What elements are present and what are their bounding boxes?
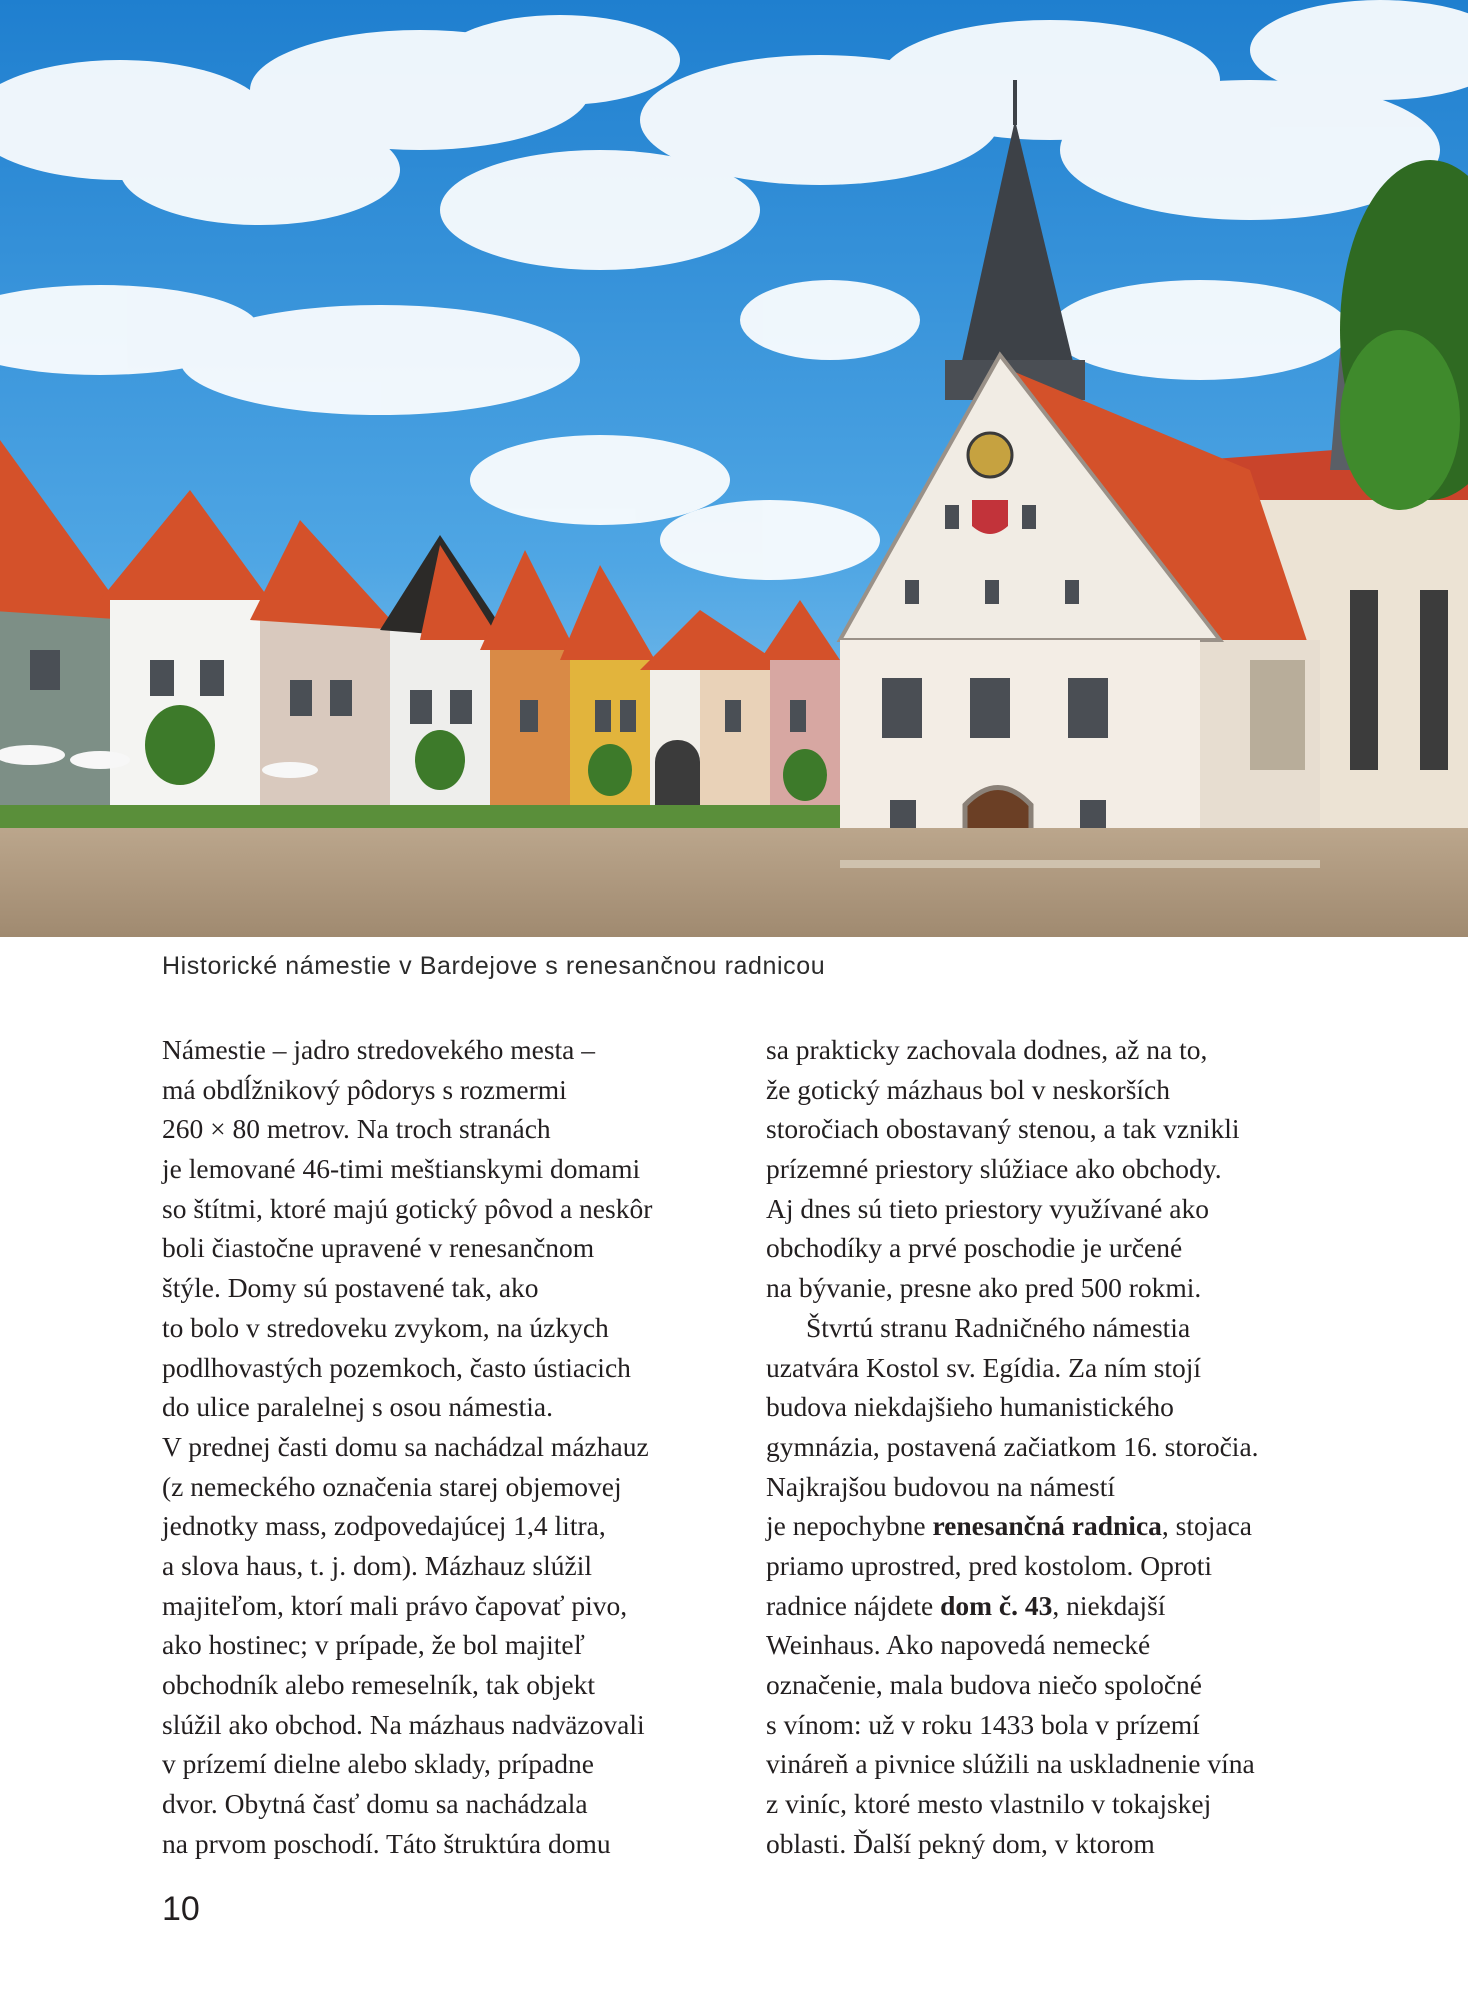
paragraph-line: priamo uprostred, pred kostolom. Oproti xyxy=(766,1549,1213,1581)
paragraph-line: označenie, mala budova niečo spoločné xyxy=(766,1669,1202,1700)
paragraph-line: jednotky mass, zodpovedajúcej 1,4 litra, xyxy=(162,1510,606,1542)
paragraph-line: obchodíky a prvé poschodie je určené xyxy=(766,1232,1183,1264)
bold-term-renesancna-radnica: renesančná radnica xyxy=(932,1510,1162,1542)
text-column-left xyxy=(162,1030,722,1863)
paragraph-line: vináreň a pivnice slúžili na uskladnenie vína xyxy=(766,1748,1255,1780)
photo-caption: Historické námestie v Bardejove s renesančnou radnicou xyxy=(162,952,826,980)
paragraph-line: z viníc, ktoré mesto vlastnilo v tokajskej xyxy=(766,1788,1212,1820)
town-square-photo xyxy=(0,0,1468,937)
paragraph-line: obchodník alebo remeselník, tak objekt xyxy=(162,1669,596,1700)
paragraph-line: Aj dnes sú tieto priestory využívané ako xyxy=(766,1192,1209,1224)
bold-term-dom-43: dom č. 43 xyxy=(940,1589,1053,1621)
paragraph-line: to bolo v stredoveku zvykom, na úzkych xyxy=(162,1311,609,1343)
paragraph-line: Weinhaus. Ako napovedá nemecké xyxy=(766,1629,1151,1661)
paragraph-line: majiteľom, ktorí mali právo čapovať pivo, xyxy=(162,1589,628,1621)
paragraph-line: Štvrtú stranu Radničného námestia xyxy=(806,1311,1191,1343)
text-run: , stojaca xyxy=(1161,1510,1253,1542)
paragraph-line: boli čiastočne upravené v renesančnom xyxy=(162,1232,595,1264)
paragraph-line: na prvom poschodí. Táto štruktúra domu xyxy=(162,1827,611,1859)
page-number: 10 xyxy=(162,1890,200,1928)
paragraph-line: 260 × 80 metrov. Na troch stranách xyxy=(162,1113,551,1145)
paragraph-line: (z nemeckého označenia starej objemovej xyxy=(162,1470,622,1502)
paragraph-line: gymnázia, postavená začiatkom 16. storočia. xyxy=(766,1430,1259,1462)
paragraph-line: V prednej časti domu sa nachádzal mázhauz xyxy=(162,1430,649,1462)
paragraph-line: na bývanie, presne ako pred 500 rokmi. xyxy=(766,1272,1202,1304)
text-run: radnice nájdete xyxy=(766,1589,941,1621)
paragraph-line: slúžil ako obchod. Na mázhaus nadväzovali xyxy=(162,1708,645,1740)
paragraph-line: prízemné priestory slúžiace ako obchody. xyxy=(766,1153,1222,1185)
paragraph-line xyxy=(766,1586,1326,1626)
paragraph-line: dvor. Obytná časť domu sa nachádzala xyxy=(162,1788,588,1820)
paragraph-line: do ulice paralelnej s osou námestia. xyxy=(162,1391,553,1423)
paragraph-line: štýle. Domy sú postavené tak, ako xyxy=(162,1272,539,1304)
text-column-right xyxy=(766,1030,1326,1863)
bardejov-square-illustration xyxy=(0,0,1468,937)
paragraph-line: storočiach obostavaný stenou, a tak vznikli xyxy=(766,1113,1240,1145)
paragraph-line: uzatvára Kostol sv. Egídia. Za ním stojí xyxy=(766,1351,1202,1383)
paragraph-line: podlhovastých pozemkoch, často ústiacich xyxy=(162,1351,631,1383)
paragraph-line: že gotický mázhaus bol v neskorších xyxy=(766,1073,1170,1105)
paragraph-line: v prízemí dielne alebo sklady, prípadne xyxy=(162,1748,594,1780)
paragraph-line xyxy=(766,1506,1326,1546)
paragraph-line: a slova haus, t. j. dom). Mázhauz slúžil xyxy=(162,1549,592,1581)
paragraph-line: ako hostinec; v prípade, že bol majiteľ xyxy=(162,1629,585,1661)
paragraph-line: Najkrajšou budovou na námestí xyxy=(766,1470,1116,1502)
paragraph-line: sa prakticky zachovala dodnes, až na to, xyxy=(766,1034,1208,1065)
paragraph-line: s vínom: už v roku 1433 bola v prízemí xyxy=(766,1708,1200,1740)
paragraph-line: budova niekdajšieho humanistického xyxy=(766,1391,1174,1423)
paragraph-line: Námestie – jadro stredovekého mesta – xyxy=(162,1034,595,1065)
paragraph-line: so štítmi, ktoré majú gotický pôvod a neskôr xyxy=(162,1192,653,1224)
paragraph-line: je lemované 46-timi meštianskymi domami xyxy=(162,1153,641,1185)
text-run: , niekdajší xyxy=(1052,1589,1166,1621)
paragraph-line: oblasti. Ďalší pekný dom, v ktorom xyxy=(766,1827,1155,1859)
text-run: je nepochybne xyxy=(766,1510,933,1542)
paragraph-line: má obdĺžnikový pôdorys s rozmermi xyxy=(162,1073,567,1105)
